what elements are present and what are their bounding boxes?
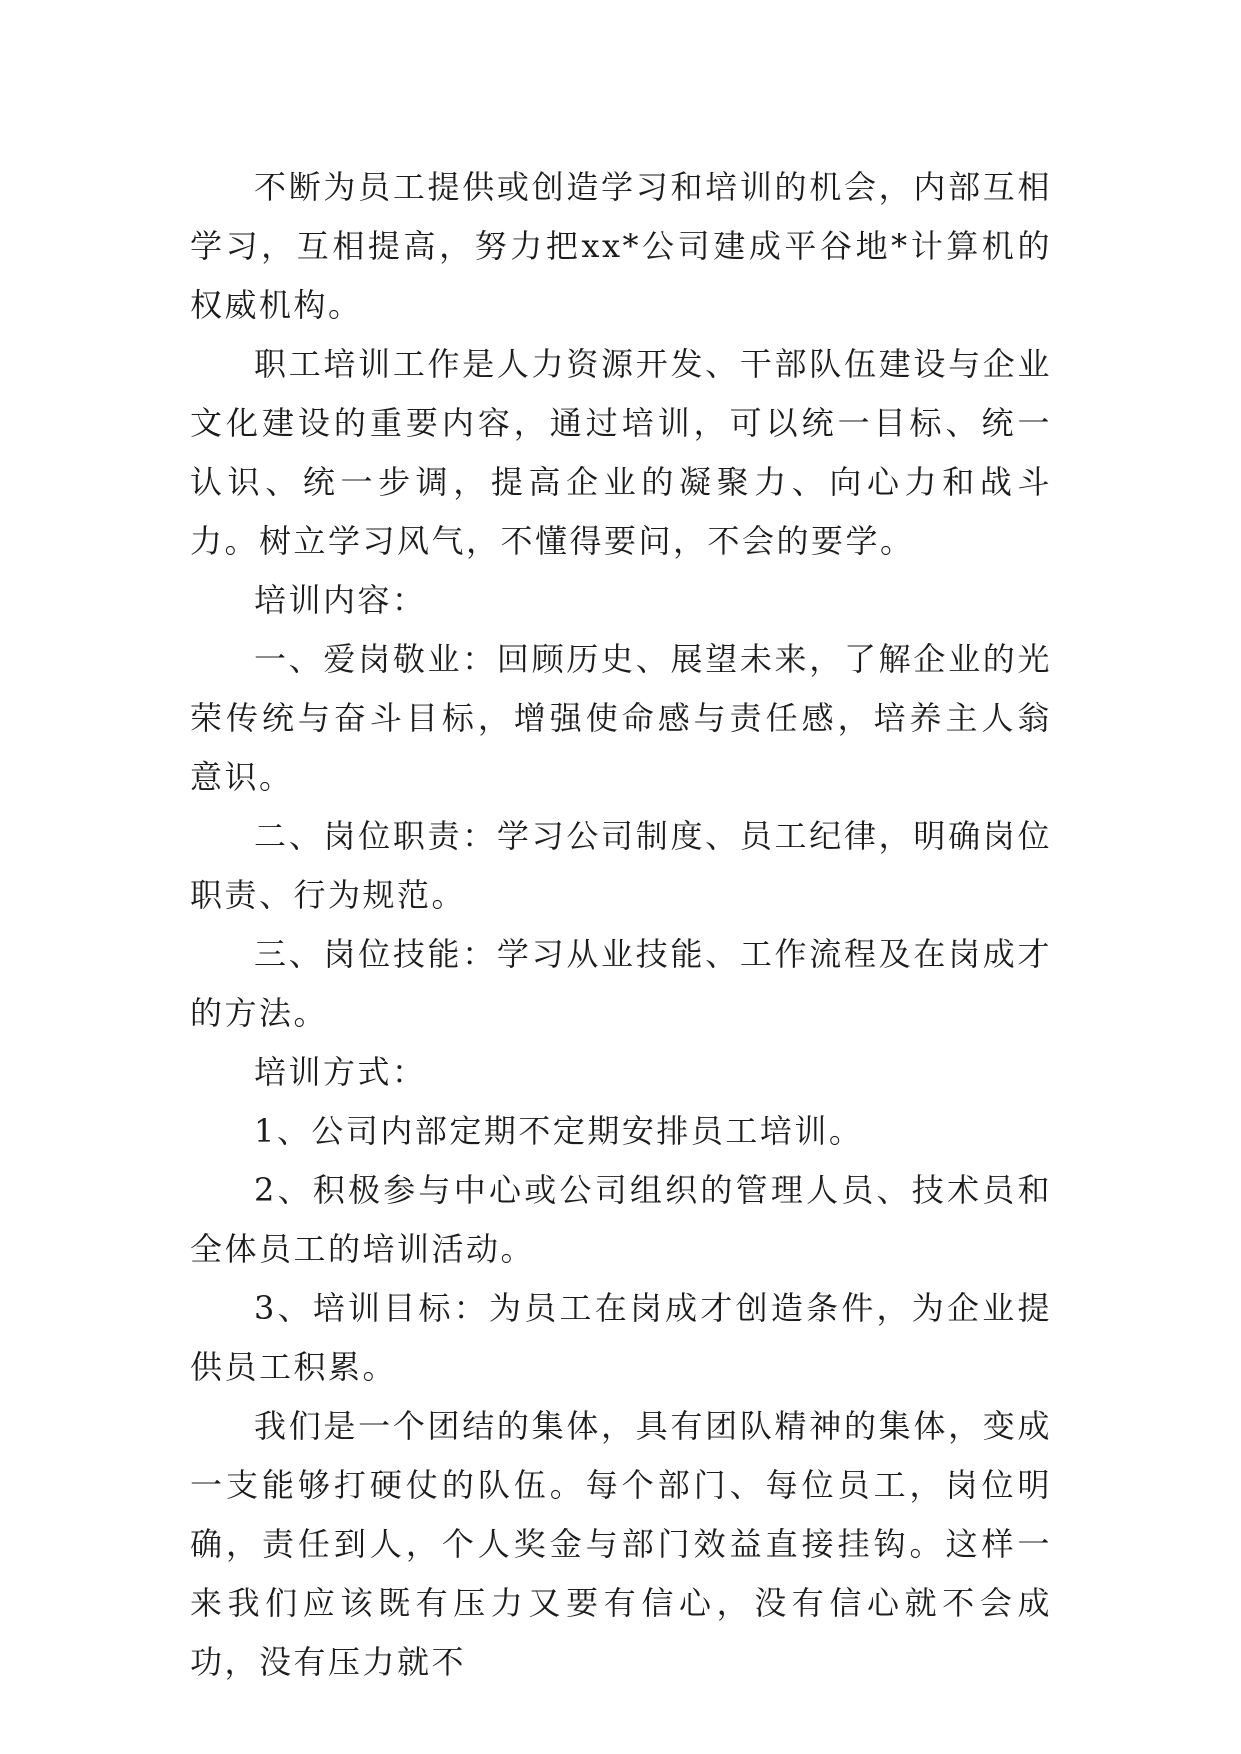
paragraph-training-opportunity: 不断为员工提供或创造学习和培训的机会，内部互相学习，互相提高，努力把xx*公司建成平谷地*计算机的权威机构。 [190, 168, 1052, 324]
list-item-method-3: 3、培训目标：为员工在岗成才创造条件，为企业提供员工积累。 [190, 1289, 1052, 1386]
list-item-love-job: 一、爱岗敬业：回顾历史、展望未来，了解企业的光荣传统与奋斗目标，增强使命感与责任感，培养主人翁意识。 [190, 640, 1052, 796]
list-item-job-skills: 三、岗位技能：学习从业技能、工作流程及在岗成才的方法。 [190, 935, 1052, 1032]
list-item-method-2: 2、积极参与中心或公司组织的管理人员、技术员和全体员工的培训活动。 [190, 1171, 1052, 1268]
list-item-method-1: 1、公司内部定期不定期安排员工培训。 [254, 1112, 864, 1150]
heading-training-methods: 培训方式： [254, 1053, 427, 1091]
paragraph-team-spirit: 我们是一个团结的集体，具有团队精神的集体，变成一支能够打硬仗的队伍。每个部门、每位员工，岗位明确，责任到人，个人奖金与部门效益直接挂钩。这样一来我们应该既有压力又要有信心，没有信心就不会成功，没有压力就不 [190, 1407, 1052, 1681]
document-body [190, 158, 1052, 1692]
list-item-job-duties: 二、岗位职责：学习公司制度、员工纪律，明确岗位职责、行为规范。 [190, 817, 1052, 914]
heading-training-content: 培训内容： [254, 581, 427, 619]
paragraph-training-importance: 职工培训工作是人力资源开发、干部队伍建设与企业文化建设的重要内容，通过培训，可以统一目标、统一认识、统一步调，提高企业的凝聚力、向心力和战斗力。树立学习风气，不懂得要问，不会的要学。 [190, 345, 1052, 560]
